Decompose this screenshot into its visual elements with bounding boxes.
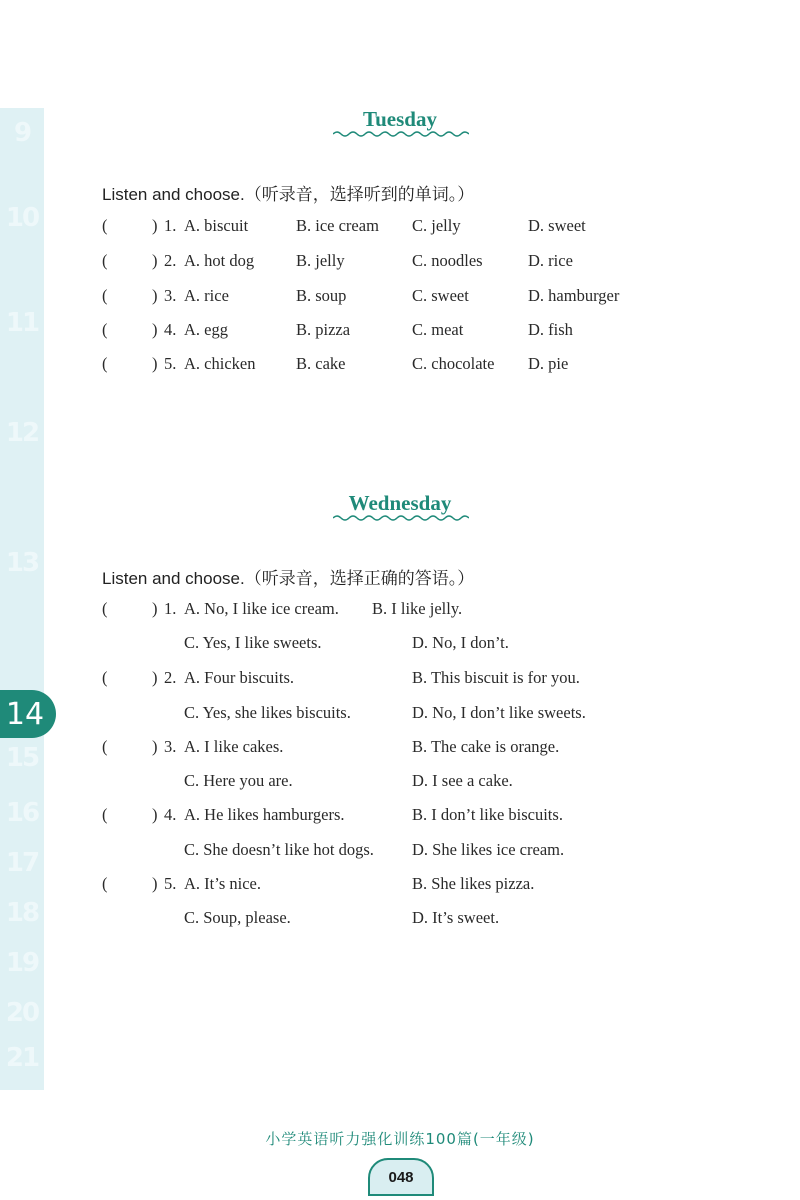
- option-d: D. sweet: [528, 216, 586, 235]
- heading-wave-underline: [333, 514, 469, 522]
- option-c: C. Yes, she likes biscuits.: [184, 703, 351, 722]
- ghost-unit-number: 10: [5, 203, 39, 233]
- option-a: A. hot dog: [184, 251, 255, 270]
- option-b: B. I don’t like biscuits.: [412, 805, 563, 824]
- answer-blank-close: ): [152, 737, 158, 756]
- option-d: D. I see a cake.: [412, 771, 513, 790]
- option-a: A. biscuit: [184, 216, 249, 235]
- page-number: 048: [368, 1158, 434, 1196]
- ghost-unit-number: 18: [5, 898, 39, 928]
- option-c: C. chocolate: [412, 354, 495, 373]
- option-d: D. No, I don’t.: [412, 633, 509, 652]
- option-d: D. No, I don’t like sweets.: [412, 703, 586, 722]
- wednesday-instruction: Listen and choose.（听录音，选择正确的答语。）: [102, 569, 475, 588]
- ghost-unit-number: 17: [5, 848, 39, 878]
- question-row: [0, 737, 800, 761]
- answer-blank-close: ): [152, 599, 158, 618]
- answer-blank-open[interactable]: (: [102, 216, 108, 235]
- option-b: B. jelly: [296, 251, 345, 270]
- tuesday-instruction: Listen and choose.（听录音，选择听到的单词。）: [102, 185, 475, 204]
- option-b: B. soup: [296, 286, 347, 305]
- option-b: B. pizza: [296, 320, 351, 339]
- answer-blank-close: ): [152, 286, 158, 305]
- option-c: C. Yes, I like sweets.: [184, 633, 322, 652]
- option-d: D. rice: [528, 251, 573, 270]
- option-a: A. egg: [184, 320, 228, 339]
- question-row-continued: [0, 703, 800, 727]
- question-number: 1.: [164, 216, 177, 235]
- question-row: [0, 216, 800, 240]
- question-number: 5.: [164, 874, 177, 893]
- option-b: B. She likes pizza.: [412, 874, 535, 893]
- answer-blank-open[interactable]: (: [102, 805, 108, 824]
- option-c: C. sweet: [412, 286, 469, 305]
- question-row: [0, 874, 800, 898]
- ghost-unit-number: 15: [5, 743, 39, 773]
- ghost-unit-number: 9: [13, 118, 31, 148]
- option-a: A. He likes hamburgers.: [184, 805, 345, 824]
- answer-blank-close: ): [152, 216, 158, 235]
- active-unit-tab[interactable]: 14: [0, 690, 56, 738]
- ghost-unit-number: 20: [5, 998, 39, 1028]
- option-c: C. She doesn’t like hot dogs.: [184, 840, 374, 859]
- option-b: B. ice cream: [296, 216, 379, 235]
- question-row: [0, 251, 800, 275]
- question-row: [0, 599, 800, 623]
- answer-blank-open[interactable]: (: [102, 737, 108, 756]
- ghost-unit-number: 12: [5, 418, 39, 448]
- answer-blank-open[interactable]: (: [102, 286, 108, 305]
- option-d: D. She likes ice cream.: [412, 840, 565, 859]
- option-a: A. rice: [184, 286, 229, 305]
- option-a: A. I like cakes.: [184, 737, 284, 756]
- answer-blank-close: ): [152, 805, 158, 824]
- answer-blank-open[interactable]: (: [102, 320, 108, 339]
- question-number: 5.: [164, 354, 177, 373]
- question-number: 4.: [164, 320, 177, 339]
- tuesday-heading: Tuesday: [363, 107, 437, 131]
- answer-blank-close: ): [152, 320, 158, 339]
- option-b: B. The cake is orange.: [412, 737, 560, 756]
- ghost-unit-number: 13: [5, 548, 39, 578]
- answer-blank-open[interactable]: (: [102, 668, 108, 687]
- answer-blank-close: ): [152, 874, 158, 893]
- answer-blank-open[interactable]: (: [102, 874, 108, 893]
- question-number: 1.: [164, 599, 177, 618]
- question-row-continued: [0, 908, 800, 932]
- option-b: B. I like jelly.: [372, 599, 463, 618]
- question-number: 3.: [164, 737, 177, 756]
- wednesday-heading: Wednesday: [348, 491, 452, 515]
- ghost-unit-number: 11: [5, 308, 39, 338]
- answer-blank-open[interactable]: (: [102, 599, 108, 618]
- question-row: [0, 668, 800, 692]
- option-a: A. No, I like ice cream.: [184, 599, 339, 618]
- answer-blank-close: ): [152, 251, 158, 270]
- question-number: 4.: [164, 805, 177, 824]
- answer-blank-close: ): [152, 354, 158, 373]
- option-d: D. fish: [528, 320, 573, 339]
- question-row-continued: [0, 840, 800, 864]
- question-row: [0, 354, 800, 378]
- option-d: D. It’s sweet.: [412, 908, 500, 927]
- question-row-continued: [0, 633, 800, 657]
- option-c: C. Here you are.: [184, 771, 293, 790]
- option-c: C. jelly: [412, 216, 461, 235]
- answer-blank-open[interactable]: (: [102, 354, 108, 373]
- question-row: [0, 320, 800, 344]
- option-a: A. Four biscuits.: [184, 668, 295, 687]
- question-number: 2.: [164, 251, 177, 270]
- question-row: [0, 286, 800, 310]
- option-c: C. noodles: [412, 251, 483, 270]
- question-number: 2.: [164, 668, 177, 687]
- option-a: A. It’s nice.: [184, 874, 261, 893]
- ghost-unit-number: 16: [5, 798, 39, 828]
- option-b: B. This biscuit is for you.: [412, 668, 580, 687]
- question-row-continued: [0, 771, 800, 795]
- option-d: D. pie: [528, 354, 569, 373]
- question-number: 3.: [164, 286, 177, 305]
- heading-wave-underline: [333, 130, 469, 138]
- ghost-unit-number: 21: [5, 1043, 39, 1073]
- answer-blank-close: ): [152, 668, 158, 687]
- book-title: 小学英语听力强化训练100篇(一年级): [265, 1130, 535, 1148]
- answer-blank-open[interactable]: (: [102, 251, 108, 270]
- option-d: D. hamburger: [528, 286, 620, 305]
- option-c: C. meat: [412, 320, 464, 339]
- option-a: A. chicken: [184, 354, 256, 373]
- question-row: [0, 805, 800, 829]
- option-c: C. Soup, please.: [184, 908, 291, 927]
- option-b: B. cake: [296, 354, 346, 373]
- ghost-unit-number: 19: [5, 948, 39, 978]
